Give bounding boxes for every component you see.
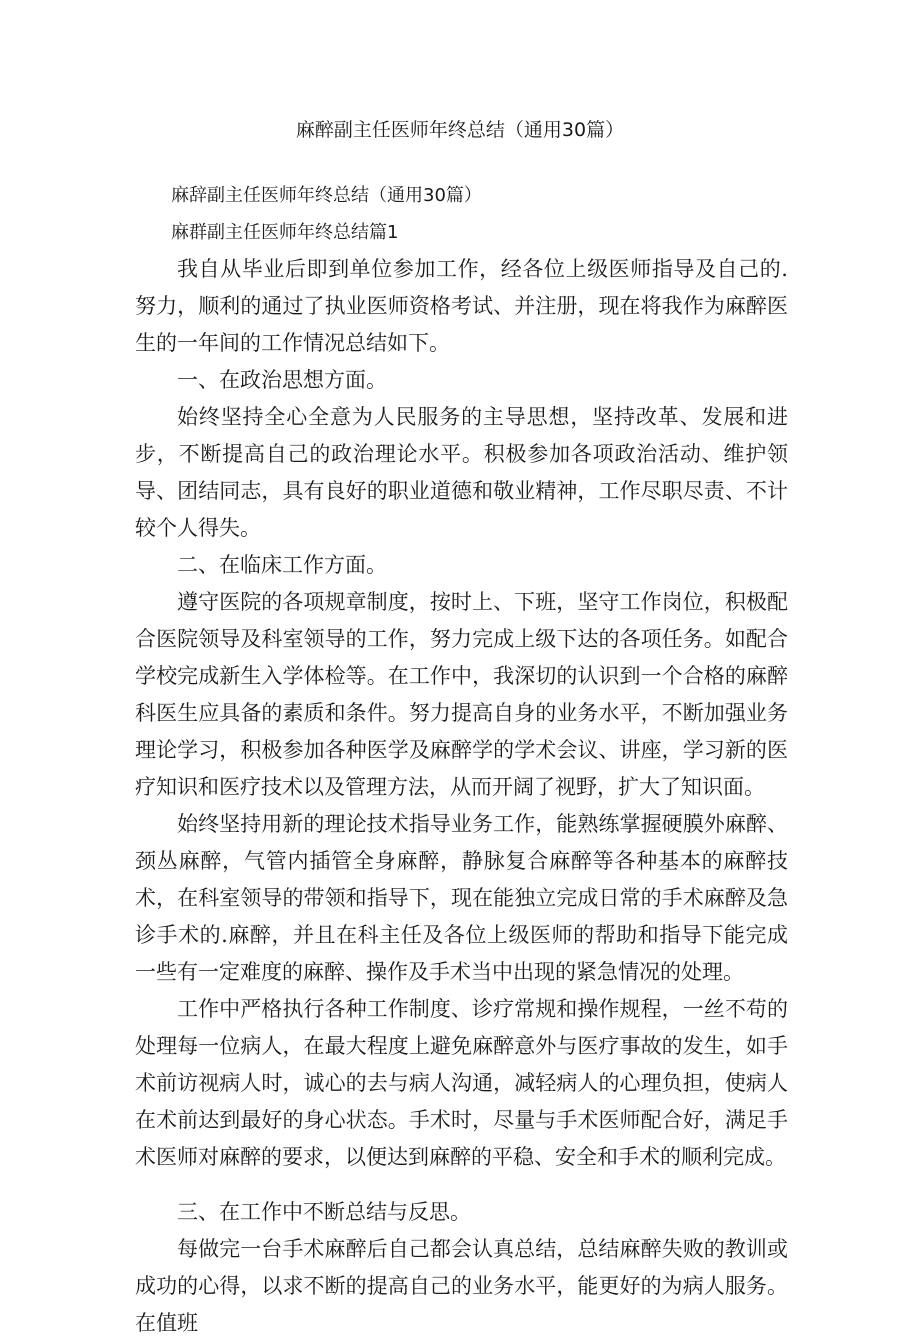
- paragraph-heading: 三、在工作中不断总结与反思。: [177, 1200, 471, 1224]
- document-title: 麻醉副主任医师年终总结（通用30篇）: [295, 119, 625, 141]
- paragraph: 我自从毕业后即到单位参加工作，经各位上级医师指导及自己的.努力，顺利的通过了执业医师资格考试、并注册，现在将我作为麻醉医生的一年间的工作情况总结如下。: [135, 257, 788, 355]
- paragraph: 每做完一台手术麻醉后自己都会认真总结，总结麻醉失败的教训或成功的心得，以求不断的提高自己的业务水平，能更好的为病人服务。在值班: [135, 1237, 788, 1335]
- paragraph: 始终坚持用新的理论技术指导业务工作，能熟练掌握硬膜外麻醉、颈丛麻醉，气管内插管全身麻醉，静脉复合麻醉等各种基本的麻醉技术，在科室领导的带领和指导下，现在能独立完成日常的手术麻醉及急诊手术的.麻醉，并且在科主任及各位上级医师的帮助和指导下能完成一些有一定难度的麻醉、操作及手术当中出现的紧急情况的处理。: [135, 812, 788, 984]
- document-subtitle: 麻辞副主任医师年终总结（通用30篇）: [171, 185, 482, 206]
- paragraph-heading: 二、在临床工作方面。: [177, 553, 387, 577]
- paragraph: 工作中严格执行各种工作制度、诊疗常规和操作规程，一丝不苟的处理每一位病人，在最大程度上避免麻醉意外与医疗事故的发生，如手术前访视病人时，诚心的去与病人沟通，减轻病人的心理负担，使病人在术前达到最好的身心状态。手术时，尽量与手术医师配合好，满足手术医师对麻醉的要求，以便达到麻醉的平稳、安全和手术的顺利完成。: [135, 997, 788, 1169]
- document-body: [135, 177, 788, 1342]
- paragraph: 始终坚持全心全意为人民服务的主导思想，坚持改革、发展和进步，不断提高自己的政治理论水平。积极参加各项政治活动、维护领导、团结同志，具有良好的职业道德和敬业精神，工作尽职尽责、不计较个人得失。: [135, 405, 788, 540]
- paragraph: 遵守医院的各项规章制度，按时上、下班，坚守工作岗位，积极配合医院领导及科室领导的工作，努力完成上级下达的各项任务。如配合学校完成新生入学体检等。在工作中，我深切的认识到一个合格的麻醉科医生应具备的素质和条件。努力提高自身的业务水平，不断加强业务理论学习，积极参加各种医学及麻醉学的学术会议、讲座，学习新的医疗知识和医疗技术以及管理方法，从而开阔了视野，扩大了知识面。: [135, 590, 788, 799]
- section-heading: 麻群副主任医师年终总结篇1: [171, 222, 399, 243]
- paragraph-heading: 一、在政治思想方面。: [177, 368, 387, 392]
